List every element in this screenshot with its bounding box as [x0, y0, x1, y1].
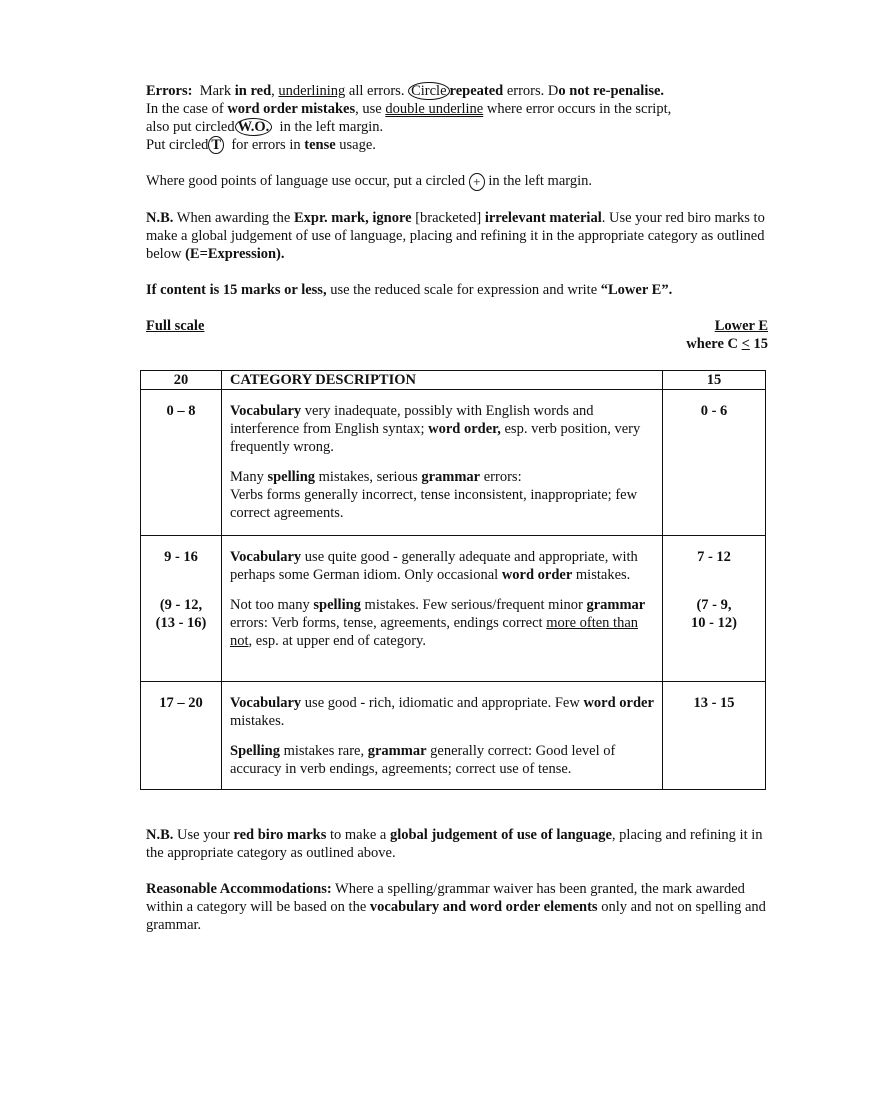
scale-headers: [146, 317, 768, 353]
text: mistakes rare,: [279, 743, 368, 759]
instructions-block: [146, 82, 768, 353]
text: [230, 468, 654, 522]
errors-line-3: [146, 118, 768, 136]
t-circled-symbol: [208, 136, 224, 154]
text: irrelevant material: [484, 209, 602, 226]
text: 9 - 16: [164, 549, 198, 565]
text: N.B.: [146, 209, 174, 226]
text: , esp. at upper end of category.: [248, 633, 426, 649]
errors-heading: Errors:: [146, 83, 193, 99]
text: Spelling: [230, 743, 280, 759]
text: (E=Expression).: [185, 245, 285, 262]
text: (13 - 16): [155, 615, 207, 631]
text: <: [741, 335, 750, 352]
full-range: [141, 536, 222, 682]
table-row: [141, 682, 766, 790]
table-row: [141, 536, 766, 682]
text: all errors.: [348, 83, 405, 99]
text: [230, 548, 654, 584]
text: T: [211, 137, 222, 153]
text: only and not on spelling and grammar.: [146, 899, 766, 933]
text: Lower E: [714, 317, 768, 334]
lower-range: 0 - 6: [663, 390, 766, 536]
text: 10 - 12): [691, 615, 737, 631]
text: word order,: [428, 421, 501, 437]
text: (9 - 12,: [159, 597, 203, 613]
word-order-mistakes: word order mistakes: [227, 101, 356, 117]
text: Use your: [173, 827, 234, 843]
text: word order: [501, 567, 573, 583]
where-c-label: [686, 336, 768, 352]
text: . Use your red biro marks to make a global judgement of use of language, placing and refining it in the appropriate category as outlined below: [146, 209, 765, 262]
text: , placing and refining it in the appropriate category as outlined above.: [146, 827, 763, 861]
text: mistakes, serious: [315, 469, 422, 485]
text: Reasonable Accommodations:: [146, 881, 332, 897]
text: spelling: [313, 597, 361, 613]
text: grammar: [586, 597, 646, 613]
nb-global-judgement: [146, 826, 768, 862]
category-description: [222, 682, 663, 790]
text: mistakes. Few serious/frequent minor: [360, 597, 587, 613]
text: very inadequate, possibly with English words and interference from English syntax;: [230, 403, 594, 437]
text: where C: [686, 335, 738, 352]
text: Where a spelling/grammar waiver has been granted, the mark awarded within a category will be based on the: [146, 881, 745, 915]
text: Put circled: [146, 137, 209, 153]
text: , use: [355, 101, 382, 117]
errors-line-4: [146, 136, 768, 154]
good-points-line: [146, 172, 768, 191]
underlining-term: underlining: [278, 83, 346, 99]
text: (7 - 9,: [696, 597, 732, 613]
in-red: in red: [234, 83, 272, 99]
wo-circled-symbol: [235, 118, 273, 136]
text: Not too many: [230, 597, 314, 613]
text: use the reduced scale for expression and write: [330, 281, 598, 298]
text: global judgement of use of language: [389, 827, 612, 843]
text: use good - rich, idiomatic and appropriate. Few: [301, 695, 584, 711]
text: also put circled: [146, 119, 235, 135]
text: word order: [583, 695, 654, 711]
text: Vocabulary: [230, 403, 302, 419]
text: In the case of: [146, 101, 224, 117]
tense-term: tense: [304, 137, 336, 153]
table-row: [141, 390, 766, 536]
text: to make a: [326, 827, 390, 843]
text: When awarding the: [176, 209, 291, 226]
text: W.O.: [237, 119, 270, 135]
text: mistakes.: [230, 713, 285, 729]
lower-range: [663, 536, 766, 682]
text: [230, 694, 654, 730]
lower-range: 13 - 15: [663, 682, 766, 790]
text: errors:: [480, 469, 522, 485]
header-lower-scale: 15: [663, 371, 766, 390]
text: red biro marks: [233, 827, 327, 843]
lower-e-label: [686, 317, 768, 353]
reasonable-accommodations: [146, 880, 768, 934]
text: for errors in: [231, 137, 301, 153]
text: errors. D: [506, 83, 559, 99]
text: 7 - 12: [697, 549, 731, 565]
category-description: [222, 390, 663, 536]
double-underline-term: double underline: [385, 101, 484, 117]
header-full-scale: 20: [141, 371, 222, 390]
plus-circled-symbol: +: [469, 173, 485, 191]
text: usage.: [339, 137, 376, 153]
text: “Lower E”.: [600, 281, 673, 298]
category-description: [222, 536, 663, 682]
header-category-description: CATEGORY DESCRIPTION: [222, 371, 663, 390]
text: errors: Verb forms, tense, agreements, endings correct: [230, 615, 547, 631]
text: esp. verb position, very frequently wrong.: [230, 421, 641, 455]
full-scale-label: Full scale: [146, 317, 205, 334]
text: use quite good - generally adequate and appropriate, with perhaps some German idiom. Only occasional: [230, 549, 638, 583]
text: Verbs forms generally incorrect, tense inconsistent, inappropriate; few correct agreements.: [230, 487, 638, 521]
text: vocabulary and word order elements: [369, 899, 598, 915]
table-header-row: [141, 371, 766, 390]
errors-line-2: [146, 100, 768, 118]
full-range: 17 – 20: [141, 682, 222, 790]
text: more often than not: [230, 615, 639, 649]
text: Expr. mark, ignore: [293, 209, 412, 226]
text: grammar: [367, 743, 427, 759]
text: mistakes.: [572, 567, 631, 583]
text: If content is 15 marks or less,: [146, 281, 327, 298]
content-rule-line: [146, 281, 768, 299]
text: Vocabulary: [230, 695, 302, 711]
not-repenalise: o not re-penalise.: [558, 83, 665, 99]
errors-line-1: Errors: Mark in red, underlining all errors. Circle repeated errors. Do not re-penalise.: [146, 83, 665, 99]
text: [230, 596, 654, 650]
text: generally correct: Good level of accuracy in verb endings, agreements; correct use of tense.: [230, 743, 616, 777]
circle-term: Circle: [408, 82, 449, 100]
text: grammar: [421, 469, 481, 485]
text: [bracketed]: [415, 209, 482, 226]
text: spelling: [267, 469, 316, 485]
text: N.B.: [146, 827, 174, 843]
text: Vocabulary: [230, 549, 302, 565]
repeated-term: repeated: [449, 83, 504, 99]
full-range: 0 – 8: [141, 390, 222, 536]
text: in the left margin.: [279, 119, 384, 135]
text: Mark: [199, 83, 232, 99]
text: in the left margin.: [488, 173, 592, 189]
text: [230, 742, 654, 778]
text: Where good points of language use occur, put a circled: [146, 173, 466, 189]
text: Many: [230, 469, 268, 485]
marking-scale-table: [140, 370, 766, 790]
text: where error occurs in the script,: [486, 101, 672, 117]
text: [230, 402, 654, 456]
text: 15: [753, 335, 768, 352]
closing-notes: [146, 826, 768, 934]
nb-expression-paragraph: [146, 209, 768, 263]
